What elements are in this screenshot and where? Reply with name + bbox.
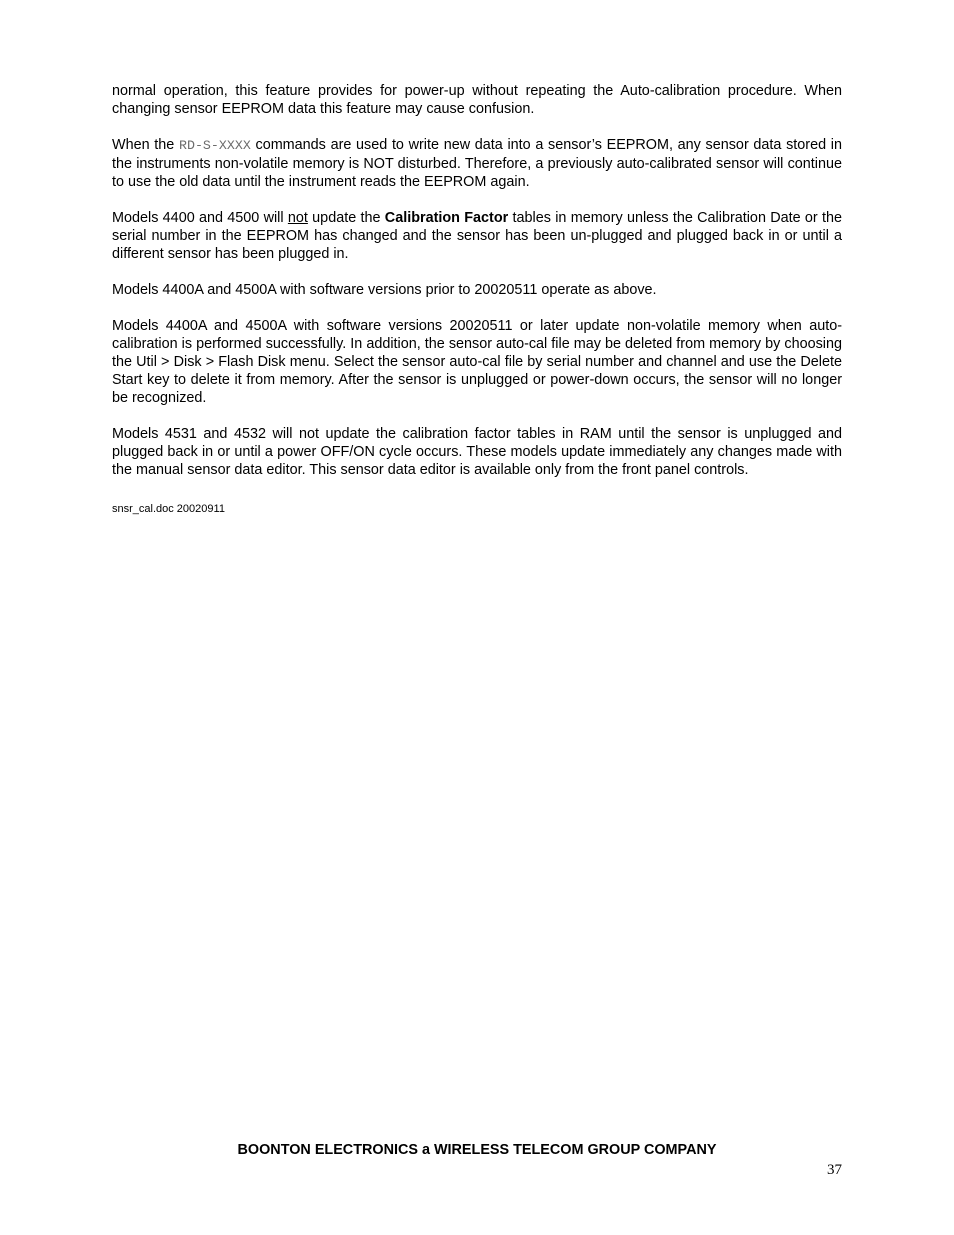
text-segment: Models 4400 and 4500 will	[112, 210, 288, 226]
page-body	[112, 82, 842, 516]
paragraph-models-4400a-prior: Models 4400A and 4500A with software versions prior to 20020511 operate as above.	[112, 282, 657, 298]
underlined-word: not	[287, 210, 308, 226]
paragraph-models-4400-4500	[112, 209, 842, 263]
page-number: 37	[827, 1162, 842, 1178]
text-segment: update the	[307, 210, 385, 226]
paragraph-models-4531-4532: Models 4531 and 4532 will not update the calibration factor tables in RAM until the sensor is unplugged and plugged back in or until a power OFF/ON cycle occurs. These models update immediately any changes made with the manual sensor data editor. This sensor data editor is available only from the front panel controls.	[112, 426, 842, 478]
paragraph-eeprom-commands	[112, 136, 842, 191]
bold-term: Calibration Factor	[384, 210, 509, 226]
text-segment: When the	[112, 137, 179, 153]
text-segment: tables in memory unless the Calibration Date or the serial number in the EEPROM has changed and the sensor has been un-plugged and plugged back in or until a different sensor has been plugged in.	[112, 210, 843, 262]
footer-company-name: BOONTON ELECTRONICS a WIRELESS TELECOM GROUP COMPANY	[237, 1142, 717, 1158]
text-segment: commands are used to write new data into a sensor’s EEPROM, any sensor data stored in the instruments non-volatile memory is NOT disturbed. Therefore, a previously auto-calibrated sensor will continue to use the old data until the instrument reads the EEPROM again.	[112, 137, 842, 190]
command-code: RD-S-XXXX	[178, 138, 251, 153]
paragraph-auto-calibration-note: normal operation, this feature provides for power-up without repeating the Auto-calibration procedure. When changing sensor EEPROM data this feature may cause confusion.	[112, 83, 842, 117]
document-reference: snsr_cal.doc 20020911	[112, 503, 225, 515]
paragraph-models-4400a-later: Models 4400A and 4500A with software versions 20020511 or later update non-volatile memory when auto-calibration is performed successfully. In addition, the sensor auto-cal file may be deleted from memory by choosing the Util > Disk > Flash Disk menu. Select the sensor auto-cal file by serial number and channel and use the Delete Start key to delete it from memory. After the sensor is unplugged or power-down occurs, the sensor will no longer be recognized.	[112, 318, 842, 406]
